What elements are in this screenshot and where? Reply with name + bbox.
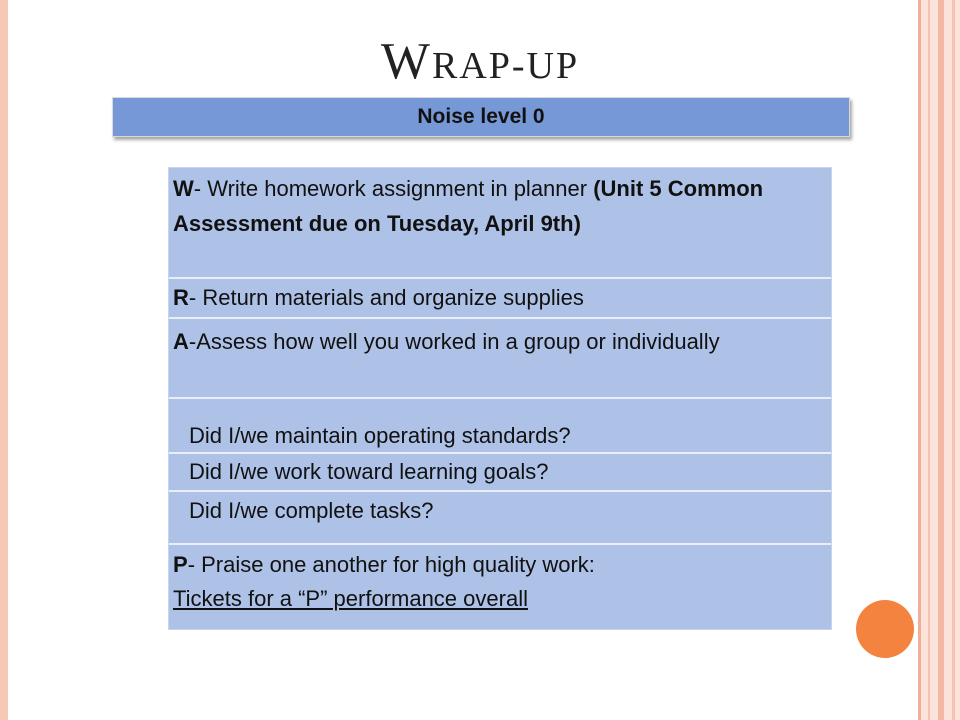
frame-stripe xyxy=(952,0,955,720)
title-rest: RAP-UP xyxy=(431,45,580,87)
row-letter: P xyxy=(173,552,188,577)
noise-level-label: Noise level 0 xyxy=(417,105,545,128)
noise-level-banner xyxy=(112,97,850,137)
table-row-praise xyxy=(169,545,831,629)
slide-frame-left xyxy=(0,0,8,720)
frame-stripe xyxy=(918,0,921,720)
slide-title xyxy=(0,32,960,91)
title-first-letter: W xyxy=(380,33,432,90)
table-row-return xyxy=(169,279,831,319)
row-text: -Assess how well you worked in a group or individually xyxy=(188,329,720,354)
frame-stripe xyxy=(928,0,930,720)
table-row-question xyxy=(169,454,831,492)
table-row-question xyxy=(169,492,831,545)
row-text: - Return materials and organize supplies xyxy=(188,285,584,310)
table-row-assess xyxy=(169,319,831,399)
decorative-circle xyxy=(856,600,914,658)
table-row-question xyxy=(169,399,831,454)
row-letter: W xyxy=(173,176,194,201)
row-underlined-note: Tickets for a “P” performance overall xyxy=(173,586,528,611)
row-text: - Praise one another for high quality work: xyxy=(187,552,595,577)
row-letter: R xyxy=(173,285,189,310)
row-text: Did I/we complete tasks? xyxy=(189,498,434,523)
row-text: Did I/we maintain operating standards? xyxy=(189,423,571,448)
row-bold-note: (Unit 5 Common Assessment due on Tuesday, April 9th) xyxy=(173,176,764,236)
row-letter: A xyxy=(173,329,189,354)
wrap-up-table xyxy=(168,167,832,630)
table-row-write xyxy=(169,168,831,279)
row-text: Did I/we work toward learning goals? xyxy=(189,459,549,484)
frame-stripe xyxy=(938,0,944,720)
row-text: - Write homework assignment in planner xyxy=(193,176,594,201)
